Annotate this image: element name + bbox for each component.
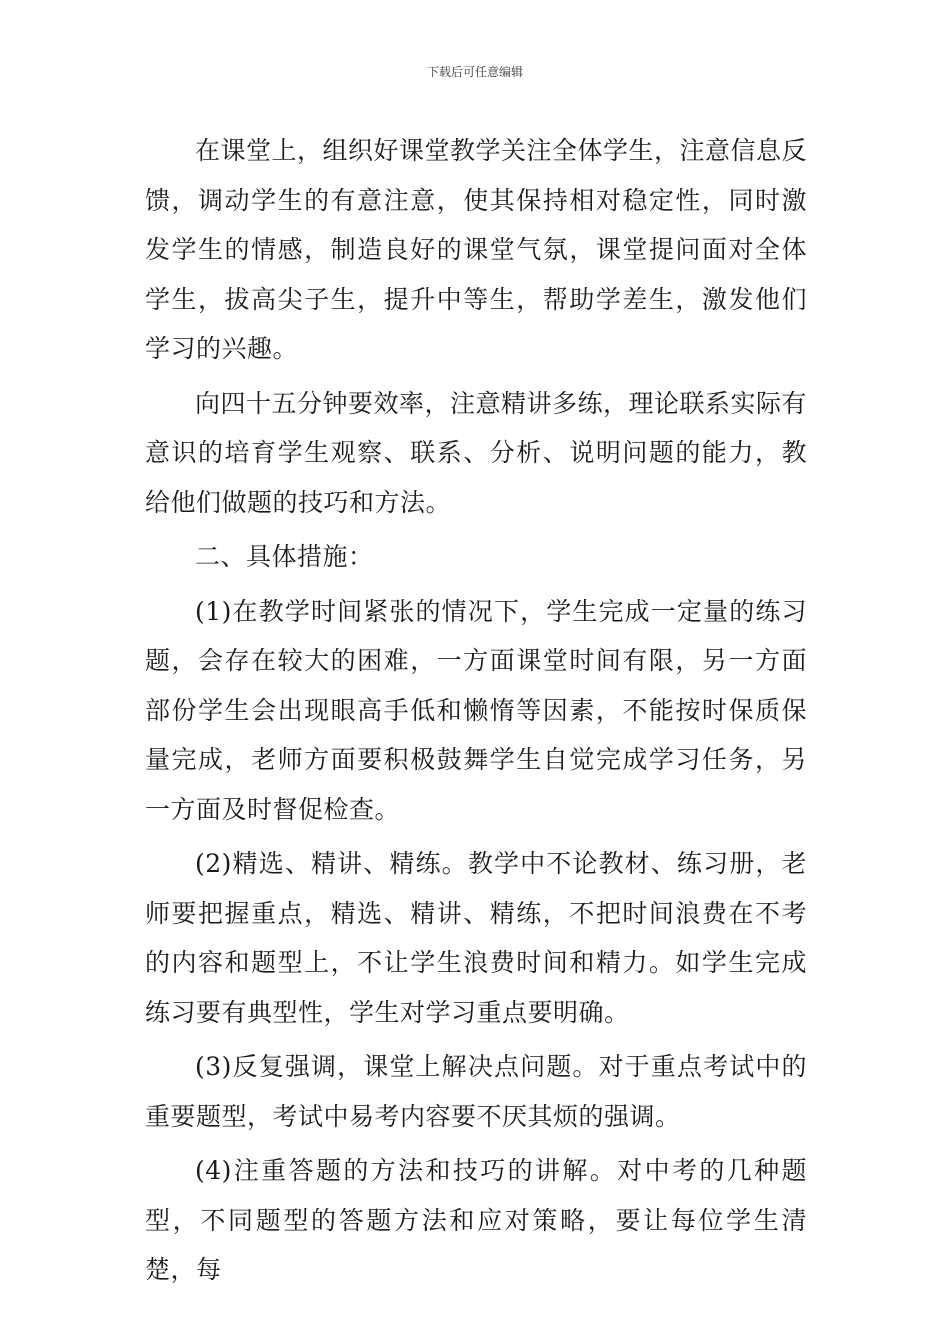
paragraph-measure-4: (4)注重答题的方法和技巧的讲解。对中考的几种题型，不同题型的答题方法和应对策略，要让每位学生清楚，每 <box>145 1156 807 1284</box>
paragraph-classroom: 在课堂上，组织好课堂教学关注全体学生，注意信息反馈，调动学生的有意注意，使其保持相对稳定性，同时激发学生的情感，制造良好的课堂气氛，课堂提问面对全体学生，拔高尖子生，提升中等生，帮助学差生，激发他们学习的兴趣。 <box>145 136 808 363</box>
paragraph-efficiency: 向四十五分钟要效率，注意精讲多练，理论联系实际有意识的培育学生观察、联系、分析、说明问题的能力，教给他们做题的技巧和方法。 <box>145 388 808 517</box>
paragraph-measure-2: (2)精选、精讲、精练。教学中不论教材、练习册，老师要把握重点，精选、精讲、精练，不把时间浪费在不考的内容和题型上，不让学生浪费时间和精力。如学生完成练习要有典型性，学生对学习重点要明确。 <box>145 849 807 1027</box>
paragraph-measure-1: (1)在教学时间紧张的情况下，学生完成一定量的练习题，会存在较大的困难，一方面课堂时间有限，另一方面部份学生会出现眼高手低和懒惰等因素，不能按时保质保量完成，老师方面要积极鼓舞学生自觉完成学习任务，另一方面及时督促检查。 <box>145 596 807 824</box>
page-header: 下载后可任意编辑 <box>426 65 523 79</box>
document-body <box>145 126 807 1300</box>
paragraph-measure-3: (3)反复强调，课堂上解决点问题。对于重点考试中的重要题型，考试中易考内容要不厌其烦的强调。 <box>145 1052 807 1131</box>
section-heading-measures: 二、具体措施： <box>195 542 374 571</box>
